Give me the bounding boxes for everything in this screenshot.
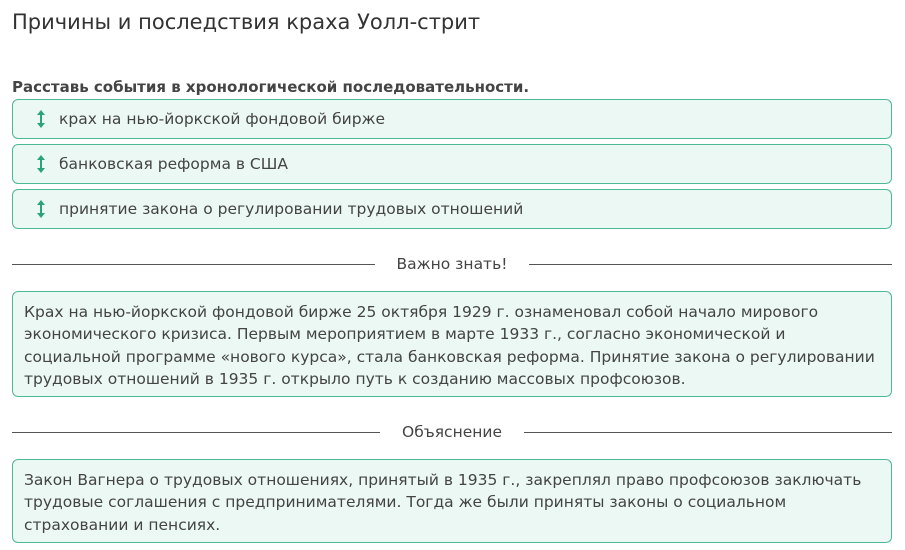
sortable-item-label: банковская реформа в США: [59, 155, 288, 173]
drag-handle-icon[interactable]: [33, 154, 49, 174]
divider-line: [524, 432, 892, 433]
divider-line: [529, 264, 892, 265]
important-box: [12, 291, 892, 397]
sortable-item-label: принятие закона о регулировании трудовых отношений: [59, 200, 524, 218]
divider-line: [12, 264, 375, 265]
explanation-divider: [12, 421, 892, 443]
sortable-list: [12, 99, 892, 234]
page-title: Причины и последствия краха Уолл-стрит: [12, 10, 481, 34]
important-text: Крах на нью-йоркской фондовой бирже 25 октября 1929 г. ознаменовал собой начало мирового экономического кризиса. Первым мероприятием в марте 1933 г., согласно экономической и социальной программе «нового курса», стала банковская реформа. Принятие закона о регулировании трудовых отношений в 1935 г. открыло путь к созданию массовых профсоюзов.: [24, 303, 875, 388]
important-heading: Важно знать!: [396, 255, 508, 273]
drag-handle-icon[interactable]: [33, 109, 49, 129]
sortable-item-label: крах на нью-йоркской фондовой бирже: [59, 110, 386, 128]
explanation-box: [12, 459, 892, 543]
important-divider: [12, 253, 892, 275]
task-instruction: Расставь события в хронологической последовательности.: [12, 78, 530, 96]
explanation-text: Закон Вагнера о трудовых отношениях, принятый в 1935 г., закреплял право профсоюзов заключать трудовые соглашения с предпринимателями. Тогда же были приняты законы о социальном страховании и пенсиях.: [24, 471, 862, 534]
drag-handle-icon[interactable]: [33, 199, 49, 219]
sortable-item-labor-law[interactable]: [12, 189, 892, 229]
sortable-item-bank-reform[interactable]: [12, 144, 892, 184]
sortable-item-crash[interactable]: [12, 99, 892, 139]
divider-line: [12, 432, 380, 433]
explanation-heading: Объяснение: [402, 423, 502, 441]
